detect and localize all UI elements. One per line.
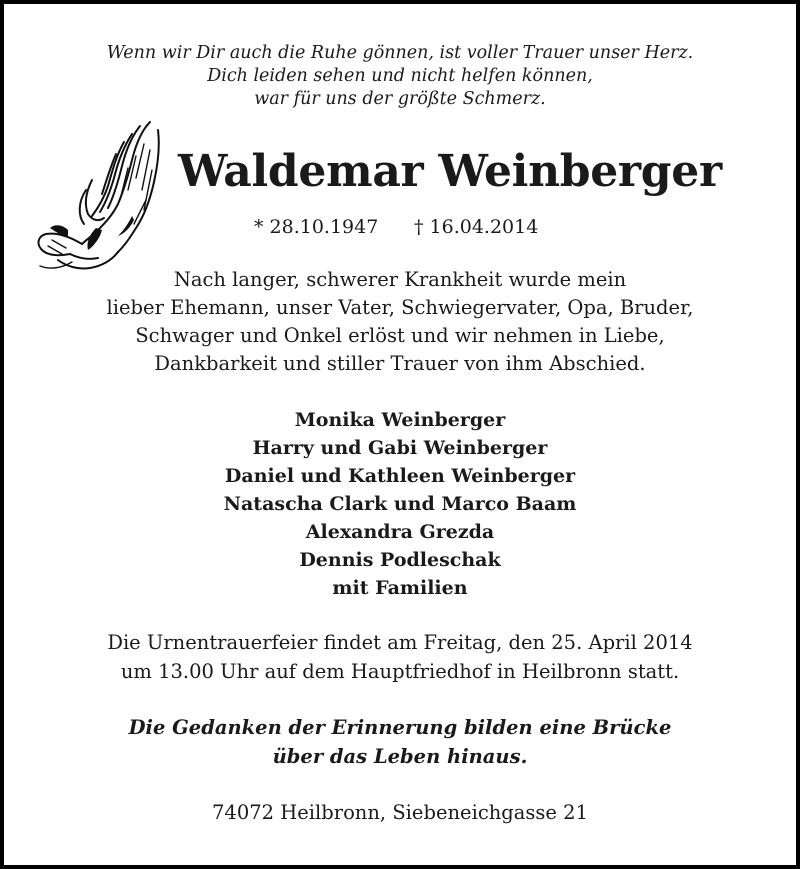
verse-line-2: Dich leiden sehen und nicht helfen können, — [207, 66, 593, 86]
announcement-line: Nach langer, schwerer Krankheit wurde mein — [173, 268, 627, 291]
closing-quote-line: über das Leben hinaus. — [272, 745, 528, 768]
ceremony-line: Die Urnentrauerfeier findet am Freitag, den 25. April 2014 — [107, 631, 693, 654]
address: 74072 Heilbronn, Siebeneichgasse 21 — [212, 801, 588, 824]
mourner-name: Dennis Podleschak — [299, 549, 501, 571]
announcement-line: lieber Ehemann, unser Vater, Schwiegervater, Opa, Bruder, — [106, 296, 694, 319]
mourner-name: Monika Weinberger — [294, 409, 506, 431]
birth-date: * 28.10.1947 — [254, 216, 379, 238]
praying-hands-icon — [32, 120, 172, 276]
ceremony-line: um 13.00 Uhr auf dem Hauptfriedhof in Heilbronn statt. — [120, 660, 680, 683]
mourner-name: Harry und Gabi Weinberger — [252, 437, 548, 459]
obituary-card — [4, 4, 796, 865]
announcement-line: Dankbarkeit und stiller Trauer von ihm Abschied. — [154, 352, 646, 375]
death-date: † 16.04.2014 — [414, 216, 539, 238]
mourner-name: Natascha Clark und Marco Baam — [223, 493, 577, 515]
mourner-name: Daniel und Kathleen Weinberger — [224, 465, 576, 487]
verse-line-1: Wenn wir Dir auch die Ruhe gönnen, ist voller Trauer unser Herz. — [106, 43, 694, 63]
closing-quote-line: Die Gedanken der Erinnerung bilden eine Brücke — [128, 716, 672, 739]
mourner-name: Alexandra Grezda — [305, 521, 495, 543]
deceased-name: Waldemar Weinberger — [178, 146, 722, 197]
verse-line-3: war für uns der größte Schmerz. — [254, 89, 546, 109]
announcement-line: Schwager und Onkel erlöst und wir nehmen in Liebe, — [135, 324, 665, 347]
mourner-name: mit Familien — [332, 577, 468, 599]
